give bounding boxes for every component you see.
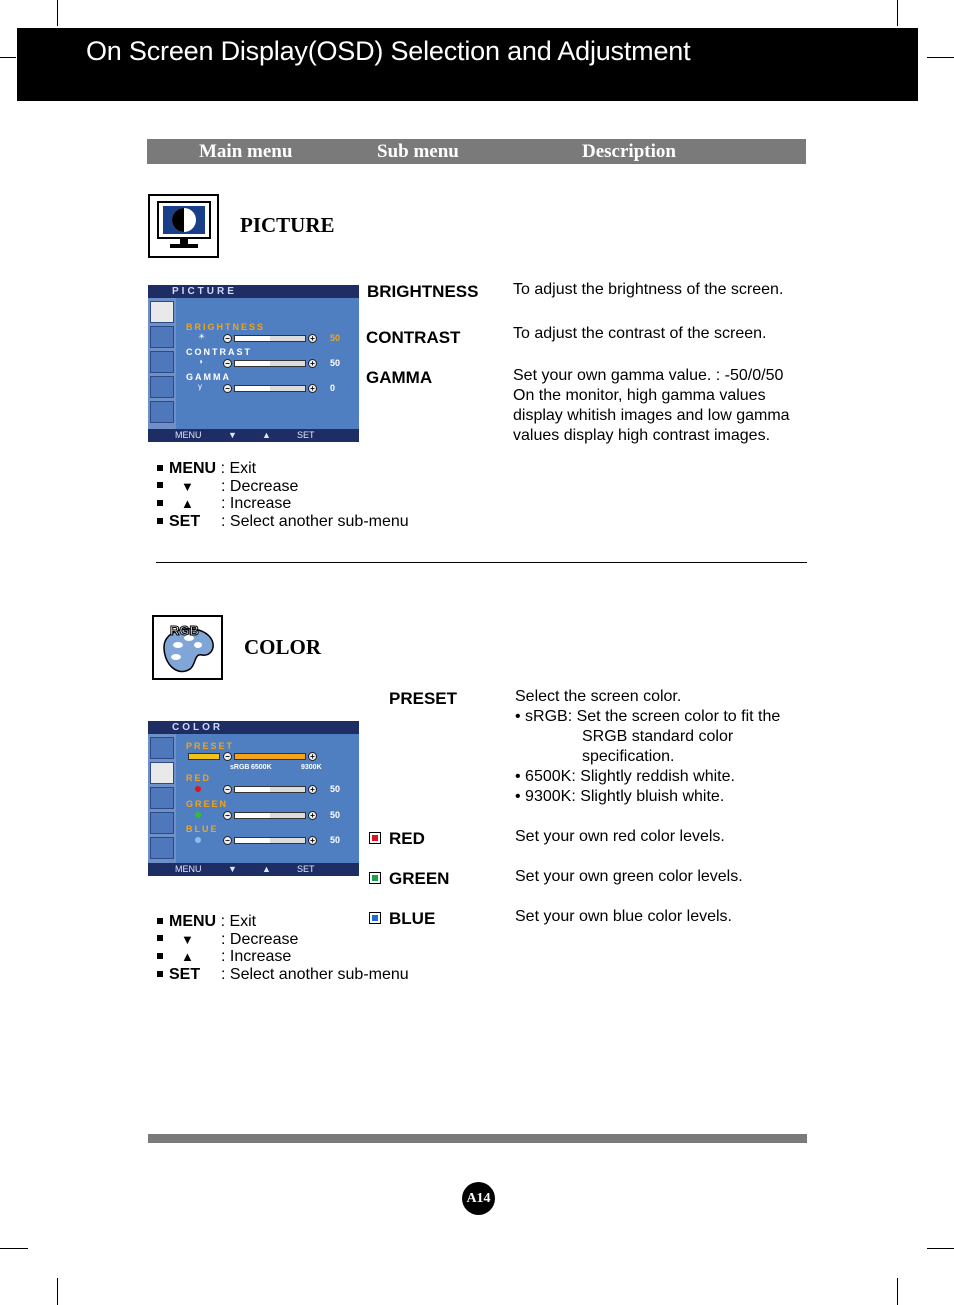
osd-slider <box>234 812 306 819</box>
plus-icon: + <box>308 359 317 368</box>
osd-down-key: ▼ <box>228 430 237 440</box>
sub-red: RED <box>389 829 425 848</box>
minus-icon: − <box>223 334 232 343</box>
desc-line: display whitish images and low gamma <box>513 407 790 424</box>
osd-item-value: 50 <box>330 809 341 820</box>
desc-line: values display high contrast images. <box>513 427 771 444</box>
section-title-picture: PICTURE <box>240 213 335 237</box>
palette-icon <box>152 615 223 680</box>
legend-row: MENU : Exit <box>157 460 256 478</box>
rgb-label: RGB <box>170 623 199 638</box>
crop-mark <box>927 1248 954 1249</box>
osd-item-label: BRIGHTNESS <box>186 322 266 332</box>
column-description: Description <box>582 141 676 162</box>
sub-contrast: CONTRAST <box>366 328 461 347</box>
osd-slider <box>234 385 306 392</box>
osd-preset-swatch <box>188 753 220 760</box>
osd-tab-setup <box>150 837 174 859</box>
legend-row: ▲ : Increase <box>157 948 256 966</box>
osd-tab-tracking <box>150 812 174 834</box>
osd-color-dot <box>195 837 201 843</box>
osd-set-key: SET <box>297 864 315 874</box>
desc-line: • 6500K: Slightly reddish white. <box>515 768 735 785</box>
osd-menu-key: MENU <box>175 864 202 874</box>
crop-mark <box>0 1248 28 1249</box>
desc-green: Set your own green color levels. <box>515 868 743 885</box>
desc-contrast: To adjust the contrast of the screen. <box>513 325 767 342</box>
page-number: A14 <box>462 1182 495 1215</box>
osd-item-label: RED <box>186 773 212 783</box>
legend-row: SET : Select another sub-menu <box>157 513 256 531</box>
osd-bottom-bar <box>148 429 359 442</box>
osd-preset-slider <box>234 753 306 760</box>
key-legend-color <box>157 913 409 984</box>
osd-item-value: 50 <box>330 835 341 845</box>
blue-box-icon <box>369 912 381 924</box>
osd-slider <box>234 786 306 793</box>
osd-title: PICTURE <box>148 285 359 298</box>
desc-line: • 9300K: Slightly bluish white. <box>515 788 725 805</box>
legend-row: ▼ : Decrease <box>157 478 256 496</box>
sub-preset: PRESET <box>389 689 458 708</box>
osd-tab-position <box>150 787 174 809</box>
minus-icon: − <box>223 359 232 368</box>
sub-green: GREEN <box>389 869 450 888</box>
sub-gamma: GAMMA <box>366 368 433 387</box>
legend-row: SET : Select another sub-menu <box>157 966 256 984</box>
osd-item-value: 0 <box>330 383 336 393</box>
desc-line: Set your own gamma value. : -50/0/50 <box>513 367 784 384</box>
page-title: On Screen Display(OSD) Selection and Adjustment <box>86 36 691 66</box>
osd-sidebar <box>148 298 176 429</box>
preset-tick-6500k: 6500K <box>251 764 272 771</box>
crop-mark <box>57 1278 58 1305</box>
osd-tab-setup <box>150 401 174 423</box>
desc-preset <box>515 687 780 807</box>
red-swatch <box>372 835 378 841</box>
desc-blue: Set your own blue color levels. <box>515 908 732 925</box>
osd-color-menu <box>148 721 359 876</box>
osd-set-key: SET <box>297 430 315 440</box>
green-swatch <box>372 875 378 881</box>
osd-item-label: GAMMA <box>186 372 231 382</box>
plus-icon: + <box>308 384 317 393</box>
preset-tick-srgb: sRGB <box>230 764 250 771</box>
osd-slider <box>234 837 306 844</box>
minus-icon: − <box>223 384 232 393</box>
osd-item-icon: ◑ <box>198 357 203 366</box>
key-legend-picture <box>157 460 409 531</box>
osd-item-icon: γ <box>198 382 202 391</box>
desc-line: On the monitor, high gamma values <box>513 387 766 404</box>
minus-icon: − <box>223 836 232 845</box>
minus-icon: − <box>223 752 232 761</box>
desc-line: • sRGB: Set the screen color to fit the <box>515 708 781 725</box>
blue-swatch <box>372 915 378 921</box>
sub-brightness: BRIGHTNESS <box>367 282 479 301</box>
section-divider <box>156 562 807 563</box>
desc-line: Select the screen color. <box>515 688 682 705</box>
osd-down-key: ▼ <box>228 864 237 874</box>
preset-tick-9300k: 9300K <box>301 764 322 771</box>
osd-tab-position <box>150 351 174 373</box>
osd-tab-picture <box>150 737 174 759</box>
osd-item-value: 50 <box>330 784 341 794</box>
footer-bar <box>148 1134 807 1143</box>
osd-tab-color <box>150 762 174 784</box>
desc-brightness: To adjust the brightness of the screen. <box>513 281 784 298</box>
legend-row: ▲ : Increase <box>157 495 256 513</box>
osd-color-dot <box>195 812 201 818</box>
osd-picture-menu <box>148 285 359 442</box>
red-box-icon <box>369 832 381 844</box>
minus-icon: − <box>223 785 232 794</box>
osd-tab-tracking <box>150 376 174 398</box>
green-box-icon <box>369 872 381 884</box>
legend-row: ▼ : Decrease <box>157 931 256 949</box>
monitor-icon <box>148 194 219 258</box>
column-sub-menu: Sub menu <box>377 141 459 162</box>
crop-mark <box>57 0 58 26</box>
desc-line: SRGB standard color <box>582 728 734 745</box>
osd-bottom-bar <box>148 863 359 876</box>
osd-up-key: ▲ <box>262 430 271 440</box>
osd-preset-label: PRESET <box>186 741 235 751</box>
desc-line: specification. <box>582 748 675 765</box>
osd-item-label: CONTRAST <box>186 347 252 357</box>
column-main-menu: Main menu <box>199 141 293 162</box>
osd-up-key: ▲ <box>262 864 271 874</box>
plus-icon: + <box>308 811 317 820</box>
legend-row: MENU : Exit <box>157 913 256 931</box>
osd-tab-color <box>150 326 174 348</box>
desc-red: Set your own red color levels. <box>515 828 725 845</box>
crop-mark <box>0 57 16 58</box>
sub-blue: BLUE <box>389 909 436 928</box>
plus-icon: + <box>308 785 317 794</box>
osd-tab-picture <box>150 301 174 323</box>
osd-item-value: 50 <box>330 333 341 343</box>
minus-icon: − <box>223 811 232 820</box>
osd-item-value: 50 <box>330 358 341 368</box>
plus-icon: + <box>308 752 317 761</box>
crop-mark <box>897 0 898 26</box>
crop-mark <box>927 57 954 58</box>
osd-menu-key: MENU <box>175 430 202 440</box>
section-title-color: COLOR <box>244 635 322 659</box>
osd-item-label: BLUE <box>186 824 219 834</box>
osd-slider <box>234 335 306 342</box>
osd-sidebar <box>148 734 176 863</box>
crop-mark <box>897 1278 898 1305</box>
osd-slider <box>234 360 306 367</box>
osd-item-icon: ☀ <box>198 332 206 341</box>
column-header-bar <box>147 139 806 164</box>
desc-gamma <box>513 366 790 446</box>
plus-icon: + <box>308 334 317 343</box>
plus-icon: + <box>308 836 317 845</box>
osd-color-dot <box>195 786 201 792</box>
osd-title: COLOR <box>148 721 359 734</box>
osd-item-label: GREEN <box>186 798 229 809</box>
